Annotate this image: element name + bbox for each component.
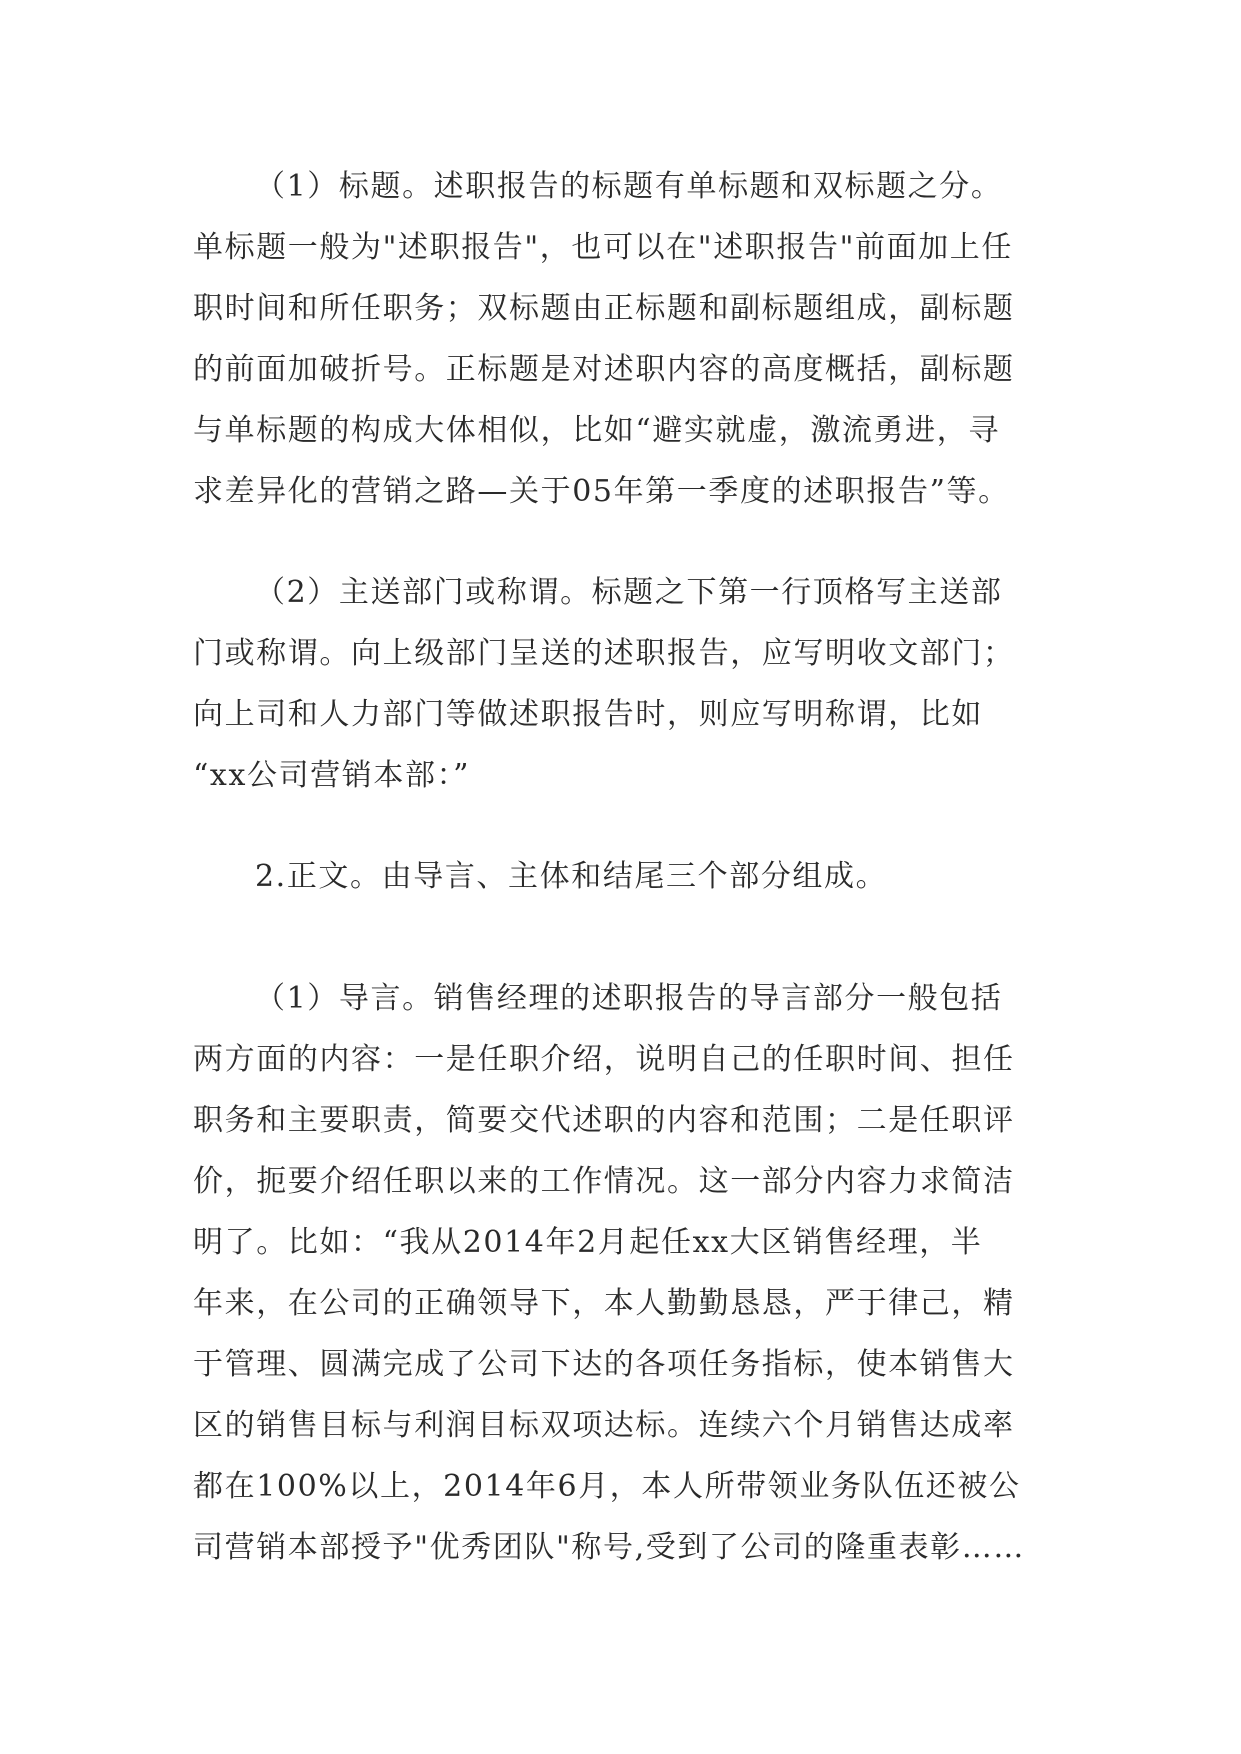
text-line: 司营销本部授予"优秀团队"称号,受到了公司的隆重表彰……	[193, 1530, 1025, 1565]
text-line: （2）主送部门或称谓。标题之下第一行顶格写主送部	[255, 575, 1003, 610]
text-line: 两方面的内容：一是任职介绍，说明自己的任职时间、担任	[193, 1042, 1015, 1077]
text-line: 年来，在公司的正确领导下，本人勤勤恳恳，严于律己，精	[193, 1286, 1015, 1321]
text-line: （1）导言。销售经理的述职报告的导言部分一般包括	[255, 981, 1003, 1016]
text-line: 门或称谓。向上级部门呈送的述职报告，应写明收文部门；	[193, 636, 1015, 671]
text-line: 职时间和所任职务；双标题由正标题和副标题组成，副标题	[193, 291, 1015, 326]
paragraph-recipient-section	[193, 562, 1073, 806]
text-line: “xx公司营销本部：”	[193, 758, 471, 793]
paragraph-body-heading	[193, 846, 1073, 907]
text-line: （1）标题。述职报告的标题有单标题和双标题之分。	[255, 169, 1003, 204]
text-line: 于管理、圆满完成了公司下达的各项任务指标，使本销售大	[193, 1347, 1015, 1382]
text-line: 向上司和人力部门等做述职报告时，则应写明称谓，比如	[193, 697, 983, 732]
text-line: 职务和主要职责，简要交代述职的内容和范围；二是任职评	[193, 1103, 1015, 1138]
paragraph-introduction-section	[193, 968, 1073, 1578]
text-line: 求差异化的营销之路—关于05年第一季度的述职报告”等。	[193, 474, 1010, 509]
text-line: 明了。比如：“我从2014年2月起任xx大区销售经理，半	[193, 1225, 983, 1260]
text-line: 价，扼要介绍任职以来的工作情况。这一部分内容力求简洁	[193, 1164, 1015, 1199]
text-line: 2.正文。由导言、主体和结尾三个部分组成。	[255, 859, 888, 894]
paragraph-title-section	[193, 156, 1073, 522]
text-line: 单标题一般为"述职报告"，也可以在"述职报告"前面加上任	[193, 230, 1013, 265]
text-line: 区的销售目标与利润目标双项达标。连续六个月销售达成率	[193, 1408, 1015, 1443]
text-line: 的前面加破折号。正标题是对述职内容的高度概括，副标题	[193, 352, 1015, 387]
text-line: 与单标题的构成大体相似，比如“避实就虚，激流勇进，寻	[193, 413, 1000, 448]
text-line: 都在100%以上，2014年6月，本人所带领业务队伍还被公	[193, 1469, 1021, 1504]
